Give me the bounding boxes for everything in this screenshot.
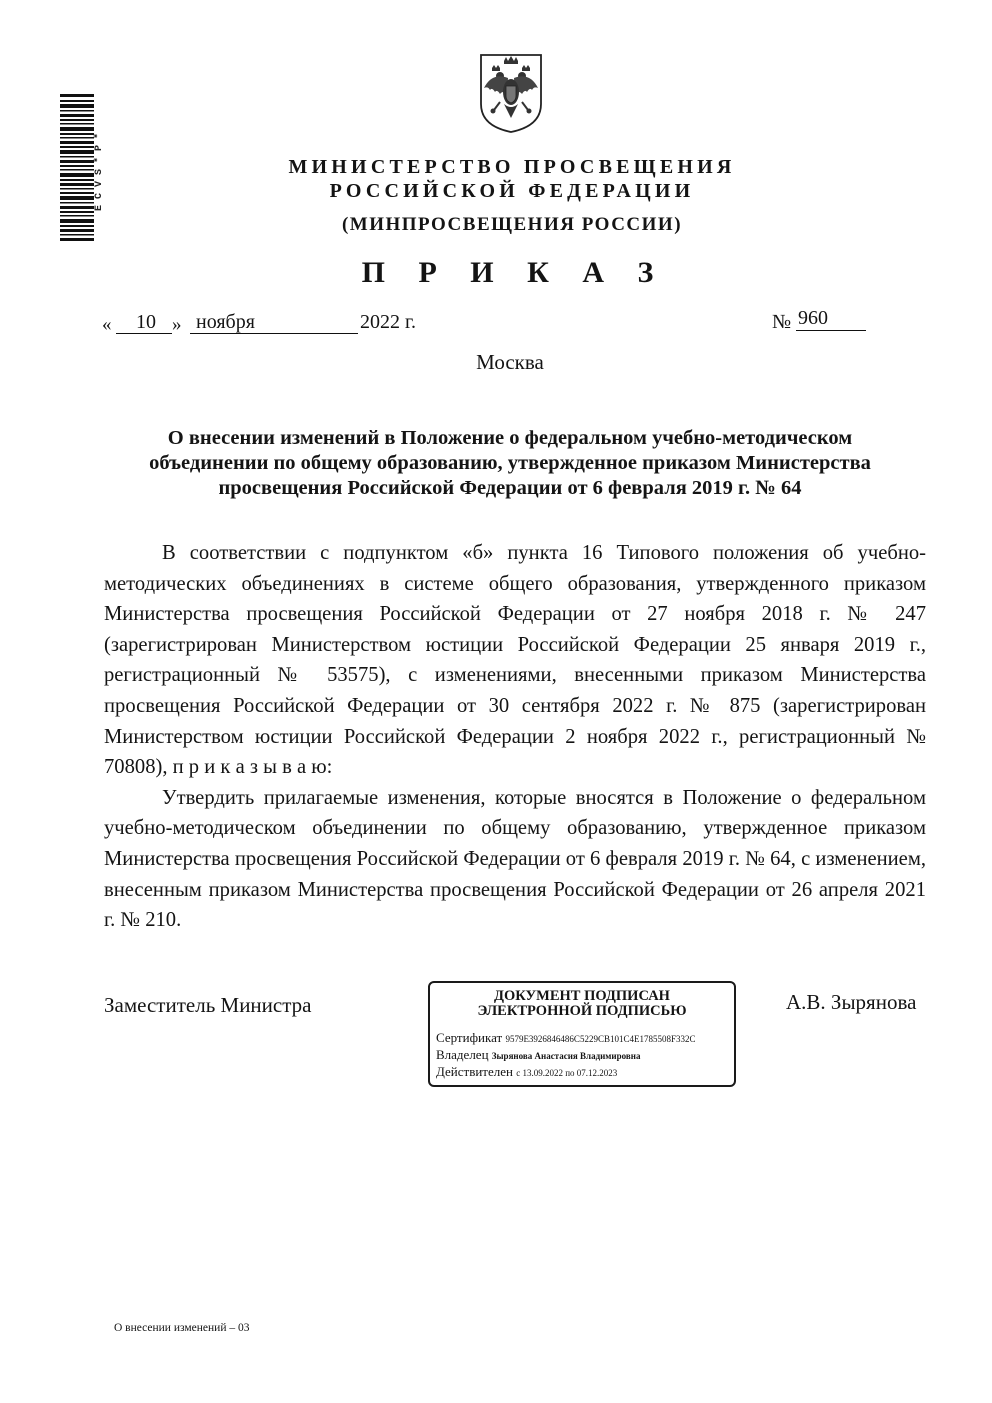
barcode-code: ECVS*P* [94,127,105,212]
date-quote-close: » [172,314,182,335]
stamp-valid-row [436,1064,617,1080]
document-type-title: П Р И К А З [361,256,667,289]
body-paragraph-1: В соответствии с подпунктом «б» пункта 16 Типового положения об учебно-методических объединениях в системе общего образования, утвержденного приказом Министерства просвещения Российской Федерации от 27 ноября 2018 г. № 247 (зарегистрирован Министерством юстиции Российской Федерации 25 января 2019 г., регистрационный № 53575), с изменениями, внесенными приказом Министерства просвещения Российской Федерации от 30 сентября 2022 г. № 875 (зарегистрирован Министерством юстиции Российской Федерации 2 ноября 2022 г., регистрационный № 70808), п р и к а з ы в а ю: [104,542,926,779]
day-underline [116,333,172,334]
stamp-cert-value: 9579E3926846486C5229CB101C4E1785508F332C [505,1034,696,1044]
electronic-signature-stamp [428,981,736,1087]
footer-code: О внесении изменений – 03 [114,1322,250,1334]
stamp-owner-row [436,1047,640,1063]
stamp-owner-label: Владелец [436,1047,489,1062]
coat-of-arms-emblem-icon [478,52,544,134]
order-year: 2022 г. [360,311,416,333]
stamp-title [430,989,734,1019]
ministry-short-name: (МИНПРОСВЕЩЕНИЯ РОССИИ) [341,214,683,235]
number-underline [796,330,866,331]
signer-name: А.В. Зырянова [786,990,917,1014]
order-body [104,538,926,936]
city: Москва [476,350,544,374]
stamp-owner-value: Зырянова Анастасия Владимировна [491,1051,641,1061]
order-month: ноября [196,311,255,333]
order-number: 960 [798,307,828,329]
signer-position: Заместитель Министра [104,993,312,1017]
order-subject: О внесении изменений в Положение о федеральном учебно-методическом объединении по общему образованию, утвержденное приказом Министерства просвещения Российской Федерации от 6 февраля 2019 г. № 64 [149,427,871,499]
stamp-valid-value: с 13.09.2022 по 07.12.2023 [516,1068,618,1078]
stamp-cert-label: Сертификат [436,1030,503,1045]
stamp-title-line1: ДОКУМЕНТ ПОДПИСАН [494,988,670,1004]
body-paragraph-2: Утвердить прилагаемые изменения, которые вносятся в Положение о федеральном учебно-методическом объединении по общему образованию, утвержденное приказом Министерства просвещения Российской Федерации от 6 февраля 2019 г. № 64, с изменением, внесенным приказом Министерства просвещения Российской Федерации от 26 апреля 2021 г. № 210. [104,786,926,932]
month-underline [190,333,358,334]
ministry-name-line1: МИНИСТЕРСТВО ПРОСВЕЩЕНИЯ [288,156,736,178]
ministry-name-line2: РОССИЙСКОЙ ФЕДЕРАЦИИ [329,180,695,202]
date-quote-open: « [102,314,112,335]
stamp-certificate-row [436,1030,695,1046]
stamp-title-line2: ЭЛЕКТРОННОЙ ПОДПИСЬЮ [477,1003,687,1019]
order-number-label: № [772,311,792,333]
order-day: 10 [136,311,156,333]
stamp-valid-label: Действителен [436,1064,513,1079]
